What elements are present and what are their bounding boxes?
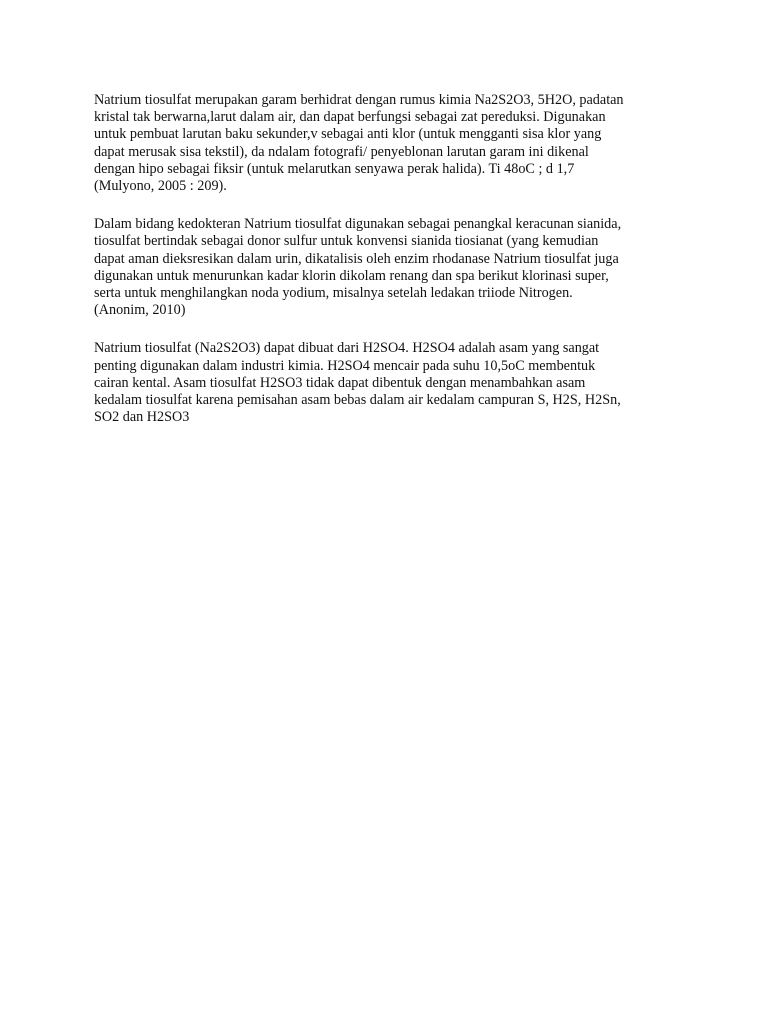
text-line: cairan kental. Asam tiosulfat H2SO3 tidak dapat dibentuk dengan menambahkan asam [94, 374, 586, 391]
text-line: dapat merusak sisa tekstil), da ndalam fotografi/ penyeblonan larutan garam ini dikenal [94, 143, 589, 160]
document-body [94, 92, 694, 447]
text-line: (Mulyono, 2005 : 209). [94, 178, 227, 195]
paragraph-natrium-tiosulfat-properties [94, 92, 694, 195]
text-line: dapat aman dieksresikan dalam urin, dikatalisis oleh enzim rhodanase Natrium tiosulfat juga [94, 250, 619, 267]
text-line: untuk pembuat larutan baku sekunder,v sebagai anti klor (untuk mengganti sisa klor yang [94, 126, 602, 143]
paragraph-preparation [94, 340, 694, 426]
paragraph-medical-use [94, 216, 694, 319]
text-line: digunakan untuk menurunkan kadar klorin dikolam renang dan spa berikut klorinasi super, [94, 267, 609, 284]
text-line: kedalam tiosulfat karena pemisahan asam bebas dalam air kedalam campuran S, H2S, H2Sn, [94, 392, 621, 409]
text-line: Natrium tiosulfat merupakan garam berhidrat dengan rumus kimia Na2S2O3, 5H2O, padatan [94, 92, 624, 108]
text-line: penting digunakan dalam industri kimia. H2SO4 mencair pada suhu 10,5oC membentuk [94, 357, 596, 374]
text-line: (Anonim, 2010) [94, 302, 186, 319]
text-line: tiosulfat bertindak sebagai donor sulfur untuk konvensi sianida tiosianat (yang kemudian [94, 233, 599, 250]
text-line: kristal tak berwarna,larut dalam air, dan dapat berfungsi sebagai zat pereduksi. Digunakan [94, 109, 606, 126]
text-line: serta untuk menghilangkan noda yodium, misalnya setelah ledakan triiode Nitrogen. [94, 285, 573, 302]
text-line: SO2 dan H2SO3 [94, 409, 190, 426]
text-line: dengan hipo sebagai fiksir (untuk melarutkan senyawa perak halida). Ti 48oC ; d 1,7 [94, 160, 575, 177]
text-line: Dalam bidang kedokteran Natrium tiosulfat digunakan sebagai penangkal keracunan sianida, [94, 216, 622, 233]
text-line: Natrium tiosulfat (Na2S2O3) dapat dibuat dari H2SO4. H2SO4 adalah asam yang sangat [94, 340, 600, 357]
